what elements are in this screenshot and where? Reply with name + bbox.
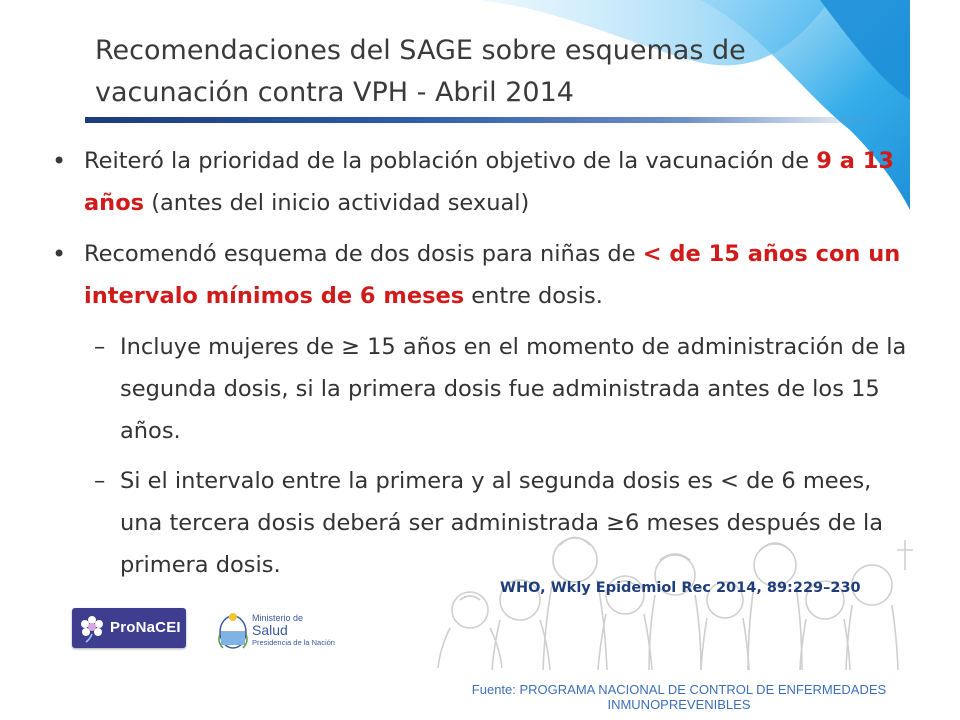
citation: WHO, Wkly Epidemiol Rec 2014, 89:229–230: [500, 580, 861, 596]
title-underline: [85, 117, 885, 123]
bullet-highlight: 9 a 13 años: [84, 148, 895, 216]
flower-icon: [76, 612, 108, 644]
ministerio-line-3: Presidencia de la Nación: [252, 638, 335, 647]
bullet-highlight: < de 15 años con un intervalo mínimos de 6 meses: [84, 241, 901, 309]
sub-bullet-marker: –: [94, 334, 106, 360]
bullet-priority-population: [84, 140, 914, 224]
title-line-1: Recomendaciones del SAGE sobre esquemas de: [95, 35, 746, 66]
ministerio-line-1: Ministerio de: [252, 613, 304, 623]
footer-line-1: Fuente: PROGRAMA NACIONAL DE CONTROL DE ENFERMEDADES: [471, 682, 887, 697]
sub-bullet-third-dose: Si el intervalo entre la primera y al segunda dosis es < de 6 mees, una tercera dosis deberá ser administrada ≥6 meses después de la primera dosis.: [120, 468, 884, 578]
bullet-text: Reiteró la prioridad de la población objetivo de la vacunación de: [84, 148, 817, 174]
bullet-text: (antes del inicio actividad sexual): [144, 190, 530, 216]
bullet-marker: •: [52, 147, 67, 175]
footer-source: [440, 682, 918, 712]
bullet-two-dose-schedule: [84, 233, 914, 317]
footer-line-2: INMUNOPREVENIBLES: [607, 697, 751, 712]
argentina-shield-icon: [216, 610, 250, 652]
bullet-text: entre dosis.: [464, 283, 603, 309]
title-line-2: vacunación contra VPH - Abril 2014: [95, 77, 574, 108]
ministerio-salud-logo: [216, 610, 336, 652]
bullet-marker: •: [52, 240, 67, 268]
pronacei-logo: [72, 608, 186, 648]
sub-bullet-marker: –: [94, 468, 106, 494]
sub-bullet-women-over-15: Incluye mujeres de ≥ 15 años en el momento de administración de la segunda dosis, si la primera dosis fue administrada antes de los 15 años.: [120, 334, 907, 444]
ministerio-line-2: Salud: [252, 622, 288, 638]
bullet-text: Recomendó esquema de dos dosis para niñas de: [84, 241, 643, 267]
slide-title: [95, 30, 885, 114]
pronacei-name: ProNaCEI: [110, 619, 181, 636]
